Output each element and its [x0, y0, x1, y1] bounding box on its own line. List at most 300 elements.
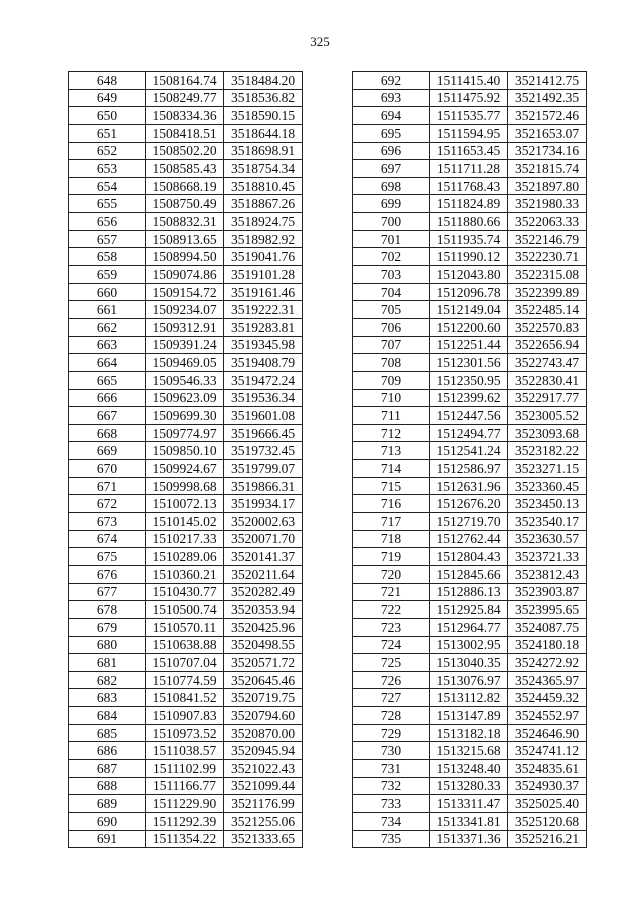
table-row [69, 424, 303, 442]
table-row [353, 283, 587, 301]
y-coordinate-cell: 3523182.22 [508, 442, 587, 460]
x-coordinate-cell: 1513311.47 [430, 795, 508, 813]
point-number-cell: 696 [353, 142, 430, 160]
coordinate-table-left [68, 71, 303, 848]
y-coordinate-cell: 3519283.81 [224, 318, 303, 336]
point-number-cell: 714 [353, 460, 430, 478]
y-coordinate-cell: 3521653.07 [508, 124, 587, 142]
point-number-cell: 703 [353, 266, 430, 284]
x-coordinate-cell: 1508994.50 [146, 248, 224, 266]
point-number-cell: 685 [69, 724, 146, 742]
y-coordinate-cell: 3520571.72 [224, 654, 303, 672]
x-coordinate-cell: 1512096.78 [430, 283, 508, 301]
point-number-cell: 692 [353, 72, 430, 90]
x-coordinate-cell: 1512149.04 [430, 301, 508, 319]
y-coordinate-cell: 3519666.45 [224, 424, 303, 442]
x-coordinate-cell: 1511880.66 [430, 213, 508, 231]
table-row [353, 336, 587, 354]
table-row [353, 142, 587, 160]
y-coordinate-cell: 3520002.63 [224, 513, 303, 531]
x-coordinate-cell: 1512964.77 [430, 618, 508, 636]
table-row [69, 195, 303, 213]
table-row [69, 689, 303, 707]
y-coordinate-cell: 3521333.65 [224, 830, 303, 848]
y-coordinate-cell: 3520645.46 [224, 671, 303, 689]
point-number-cell: 689 [69, 795, 146, 813]
table-row [353, 389, 587, 407]
y-coordinate-cell: 3523812.43 [508, 565, 587, 583]
y-coordinate-cell: 3521572.46 [508, 107, 587, 125]
y-coordinate-cell: 3522656.94 [508, 336, 587, 354]
y-coordinate-cell: 3520282.49 [224, 583, 303, 601]
table-row [69, 654, 303, 672]
table-row [353, 195, 587, 213]
x-coordinate-cell: 1509774.97 [146, 424, 224, 442]
point-number-cell: 653 [69, 160, 146, 178]
point-number-cell: 672 [69, 495, 146, 513]
point-number-cell: 675 [69, 548, 146, 566]
point-number-cell: 705 [353, 301, 430, 319]
x-coordinate-cell: 1509154.72 [146, 283, 224, 301]
table-row [353, 477, 587, 495]
table-row [69, 460, 303, 478]
y-coordinate-cell: 3521099.44 [224, 777, 303, 795]
y-coordinate-cell: 3522230.71 [508, 248, 587, 266]
point-number-cell: 708 [353, 354, 430, 372]
y-coordinate-cell: 3518644.18 [224, 124, 303, 142]
y-coordinate-cell: 3523005.52 [508, 407, 587, 425]
x-coordinate-cell: 1511935.74 [430, 230, 508, 248]
table-row [69, 724, 303, 742]
table-row [353, 495, 587, 513]
y-coordinate-cell: 3522917.77 [508, 389, 587, 407]
table-row [353, 707, 587, 725]
point-number-cell: 709 [353, 371, 430, 389]
point-number-cell: 695 [353, 124, 430, 142]
x-coordinate-cell: 1508668.19 [146, 177, 224, 195]
point-number-cell: 663 [69, 336, 146, 354]
y-coordinate-cell: 3523540.17 [508, 513, 587, 531]
point-number-cell: 717 [353, 513, 430, 531]
y-coordinate-cell: 3518698.91 [224, 142, 303, 160]
table-row [353, 230, 587, 248]
point-number-cell: 691 [69, 830, 146, 848]
y-coordinate-cell: 3521734.16 [508, 142, 587, 160]
table-row [69, 795, 303, 813]
table-row [353, 812, 587, 830]
point-number-cell: 665 [69, 371, 146, 389]
point-number-cell: 661 [69, 301, 146, 319]
x-coordinate-cell: 1510638.88 [146, 636, 224, 654]
x-coordinate-cell: 1509234.07 [146, 301, 224, 319]
y-coordinate-cell: 3518590.15 [224, 107, 303, 125]
x-coordinate-cell: 1509924.67 [146, 460, 224, 478]
table-row [69, 354, 303, 372]
x-coordinate-cell: 1512200.60 [430, 318, 508, 336]
point-number-cell: 677 [69, 583, 146, 601]
table-row [69, 636, 303, 654]
point-number-cell: 734 [353, 812, 430, 830]
y-coordinate-cell: 3519161.46 [224, 283, 303, 301]
point-number-cell: 666 [69, 389, 146, 407]
point-number-cell: 701 [353, 230, 430, 248]
point-number-cell: 729 [353, 724, 430, 742]
x-coordinate-cell: 1513147.89 [430, 707, 508, 725]
table-row [353, 724, 587, 742]
y-coordinate-cell: 3518484.20 [224, 72, 303, 90]
point-number-cell: 652 [69, 142, 146, 160]
point-number-cell: 690 [69, 812, 146, 830]
table-row [69, 266, 303, 284]
x-coordinate-cell: 1508913.65 [146, 230, 224, 248]
x-coordinate-cell: 1511475.92 [430, 89, 508, 107]
y-coordinate-cell: 3523630.57 [508, 530, 587, 548]
y-coordinate-cell: 3519345.98 [224, 336, 303, 354]
x-coordinate-cell: 1510500.74 [146, 601, 224, 619]
point-number-cell: 718 [353, 530, 430, 548]
x-coordinate-cell: 1511102.99 [146, 759, 224, 777]
y-coordinate-cell: 3524646.90 [508, 724, 587, 742]
table-row [353, 72, 587, 90]
y-coordinate-cell: 3519934.17 [224, 495, 303, 513]
point-number-cell: 697 [353, 160, 430, 178]
x-coordinate-cell: 1510289.06 [146, 548, 224, 566]
y-coordinate-cell: 3525216.21 [508, 830, 587, 848]
table-row [353, 777, 587, 795]
x-coordinate-cell: 1513182.18 [430, 724, 508, 742]
point-number-cell: 667 [69, 407, 146, 425]
table-row [353, 636, 587, 654]
point-number-cell: 724 [353, 636, 430, 654]
x-coordinate-cell: 1513248.40 [430, 759, 508, 777]
y-coordinate-cell: 3520945.94 [224, 742, 303, 760]
x-coordinate-cell: 1511354.22 [146, 830, 224, 848]
x-coordinate-cell: 1509623.09 [146, 389, 224, 407]
x-coordinate-cell: 1510360.21 [146, 565, 224, 583]
point-number-cell: 727 [353, 689, 430, 707]
x-coordinate-cell: 1508334.36 [146, 107, 224, 125]
point-number-cell: 706 [353, 318, 430, 336]
x-coordinate-cell: 1510841.52 [146, 689, 224, 707]
table-row [69, 336, 303, 354]
x-coordinate-cell: 1510707.04 [146, 654, 224, 672]
table-row [69, 671, 303, 689]
x-coordinate-cell: 1512886.13 [430, 583, 508, 601]
table-row [353, 124, 587, 142]
x-coordinate-cell: 1513002.95 [430, 636, 508, 654]
table-row [69, 283, 303, 301]
table-row [353, 160, 587, 178]
x-coordinate-cell: 1509998.68 [146, 477, 224, 495]
x-coordinate-cell: 1511166.77 [146, 777, 224, 795]
x-coordinate-cell: 1512676.20 [430, 495, 508, 513]
table-row [353, 460, 587, 478]
y-coordinate-cell: 3519472.24 [224, 371, 303, 389]
table-row [69, 213, 303, 231]
x-coordinate-cell: 1513341.81 [430, 812, 508, 830]
y-coordinate-cell: 3521492.35 [508, 89, 587, 107]
point-number-cell: 723 [353, 618, 430, 636]
point-number-cell: 669 [69, 442, 146, 460]
y-coordinate-cell: 3522063.33 [508, 213, 587, 231]
point-number-cell: 668 [69, 424, 146, 442]
x-coordinate-cell: 1510072.13 [146, 495, 224, 513]
y-coordinate-cell: 3519536.34 [224, 389, 303, 407]
table-row [69, 830, 303, 848]
point-number-cell: 682 [69, 671, 146, 689]
table-row [353, 424, 587, 442]
point-number-cell: 719 [353, 548, 430, 566]
y-coordinate-cell: 3524459.32 [508, 689, 587, 707]
x-coordinate-cell: 1512541.24 [430, 442, 508, 460]
table-row [353, 318, 587, 336]
y-coordinate-cell: 3523360.45 [508, 477, 587, 495]
x-coordinate-cell: 1511038.57 [146, 742, 224, 760]
y-coordinate-cell: 3518536.82 [224, 89, 303, 107]
y-coordinate-cell: 3518924.75 [224, 213, 303, 231]
table-row [353, 583, 587, 601]
y-coordinate-cell: 3522399.89 [508, 283, 587, 301]
point-number-cell: 657 [69, 230, 146, 248]
y-coordinate-cell: 3521022.43 [224, 759, 303, 777]
table-row [69, 407, 303, 425]
table-row [353, 177, 587, 195]
table-row [353, 618, 587, 636]
point-number-cell: 712 [353, 424, 430, 442]
y-coordinate-cell: 3524365.97 [508, 671, 587, 689]
y-coordinate-cell: 3519866.31 [224, 477, 303, 495]
y-coordinate-cell: 3522570.83 [508, 318, 587, 336]
x-coordinate-cell: 1508832.31 [146, 213, 224, 231]
y-coordinate-cell: 3522743.47 [508, 354, 587, 372]
table-row [69, 371, 303, 389]
y-coordinate-cell: 3520353.94 [224, 601, 303, 619]
point-number-cell: 735 [353, 830, 430, 848]
y-coordinate-cell: 3522830.41 [508, 371, 587, 389]
table-row [353, 513, 587, 531]
y-coordinate-cell: 3519732.45 [224, 442, 303, 460]
point-number-cell: 683 [69, 689, 146, 707]
x-coordinate-cell: 1508418.51 [146, 124, 224, 142]
point-number-cell: 720 [353, 565, 430, 583]
point-number-cell: 707 [353, 336, 430, 354]
point-number-cell: 731 [353, 759, 430, 777]
point-number-cell: 687 [69, 759, 146, 777]
x-coordinate-cell: 1511535.77 [430, 107, 508, 125]
y-coordinate-cell: 3520870.00 [224, 724, 303, 742]
y-coordinate-cell: 3523271.15 [508, 460, 587, 478]
point-number-cell: 681 [69, 654, 146, 672]
x-coordinate-cell: 1509074.86 [146, 266, 224, 284]
table-row [353, 601, 587, 619]
table-row [69, 230, 303, 248]
point-number-cell: 725 [353, 654, 430, 672]
point-number-cell: 660 [69, 283, 146, 301]
point-number-cell: 721 [353, 583, 430, 601]
table-row [353, 266, 587, 284]
x-coordinate-cell: 1509391.24 [146, 336, 224, 354]
point-number-cell: 710 [353, 389, 430, 407]
table-row [69, 565, 303, 583]
y-coordinate-cell: 3521897.80 [508, 177, 587, 195]
x-coordinate-cell: 1508164.74 [146, 72, 224, 90]
point-number-cell: 670 [69, 460, 146, 478]
table-row [69, 707, 303, 725]
table-row [353, 354, 587, 372]
y-coordinate-cell: 3520071.70 [224, 530, 303, 548]
y-coordinate-cell: 3523721.33 [508, 548, 587, 566]
table-row [69, 777, 303, 795]
x-coordinate-cell: 1513076.97 [430, 671, 508, 689]
y-coordinate-cell: 3521412.75 [508, 72, 587, 90]
table-row [69, 177, 303, 195]
x-coordinate-cell: 1512399.62 [430, 389, 508, 407]
x-coordinate-cell: 1510570.11 [146, 618, 224, 636]
x-coordinate-cell: 1512043.80 [430, 266, 508, 284]
point-number-cell: 679 [69, 618, 146, 636]
page-number: 325 [310, 34, 330, 49]
y-coordinate-cell: 3524930.37 [508, 777, 587, 795]
x-coordinate-cell: 1513112.82 [430, 689, 508, 707]
table-row [69, 124, 303, 142]
x-coordinate-cell: 1508502.20 [146, 142, 224, 160]
point-number-cell: 651 [69, 124, 146, 142]
y-coordinate-cell: 3525120.68 [508, 812, 587, 830]
x-coordinate-cell: 1508249.77 [146, 89, 224, 107]
y-coordinate-cell: 3520211.64 [224, 565, 303, 583]
table-row [353, 371, 587, 389]
point-number-cell: 658 [69, 248, 146, 266]
y-coordinate-cell: 3522146.79 [508, 230, 587, 248]
x-coordinate-cell: 1512845.66 [430, 565, 508, 583]
point-number-cell: 698 [353, 177, 430, 195]
x-coordinate-cell: 1511768.43 [430, 177, 508, 195]
table-row [353, 442, 587, 460]
y-coordinate-cell: 3524272.92 [508, 654, 587, 672]
point-number-cell: 676 [69, 565, 146, 583]
table-row [69, 89, 303, 107]
point-number-cell: 662 [69, 318, 146, 336]
y-coordinate-cell: 3521815.74 [508, 160, 587, 178]
y-coordinate-cell: 3521176.99 [224, 795, 303, 813]
y-coordinate-cell: 3520719.75 [224, 689, 303, 707]
x-coordinate-cell: 1510217.33 [146, 530, 224, 548]
table-row [353, 795, 587, 813]
table-row [69, 583, 303, 601]
y-coordinate-cell: 3519601.08 [224, 407, 303, 425]
x-coordinate-cell: 1512251.44 [430, 336, 508, 354]
table-row [353, 248, 587, 266]
point-number-cell: 650 [69, 107, 146, 125]
point-number-cell: 728 [353, 707, 430, 725]
x-coordinate-cell: 1511711.28 [430, 160, 508, 178]
table-row [69, 442, 303, 460]
table-row [353, 530, 587, 548]
x-coordinate-cell: 1513280.33 [430, 777, 508, 795]
y-coordinate-cell: 3518982.92 [224, 230, 303, 248]
point-number-cell: 694 [353, 107, 430, 125]
point-number-cell: 655 [69, 195, 146, 213]
table-row [353, 759, 587, 777]
y-coordinate-cell: 3519101.28 [224, 266, 303, 284]
x-coordinate-cell: 1510774.59 [146, 671, 224, 689]
x-coordinate-cell: 1511229.90 [146, 795, 224, 813]
point-number-cell: 680 [69, 636, 146, 654]
point-number-cell: 686 [69, 742, 146, 760]
x-coordinate-cell: 1512494.77 [430, 424, 508, 442]
y-coordinate-cell: 3522315.08 [508, 266, 587, 284]
point-number-cell: 711 [353, 407, 430, 425]
x-coordinate-cell: 1513215.68 [430, 742, 508, 760]
table-row [69, 530, 303, 548]
table-row [69, 477, 303, 495]
y-coordinate-cell: 3523903.87 [508, 583, 587, 601]
point-number-cell: 648 [69, 72, 146, 90]
y-coordinate-cell: 3518754.34 [224, 160, 303, 178]
table-row [353, 565, 587, 583]
x-coordinate-cell: 1509469.05 [146, 354, 224, 372]
table-row [353, 654, 587, 672]
table-row [69, 618, 303, 636]
x-coordinate-cell: 1512350.95 [430, 371, 508, 389]
point-number-cell: 664 [69, 354, 146, 372]
table-row [69, 601, 303, 619]
point-number-cell: 649 [69, 89, 146, 107]
point-number-cell: 684 [69, 707, 146, 725]
point-number-cell: 693 [353, 89, 430, 107]
point-number-cell: 654 [69, 177, 146, 195]
y-coordinate-cell: 3524741.12 [508, 742, 587, 760]
table-row [353, 213, 587, 231]
point-number-cell: 671 [69, 477, 146, 495]
table-row [69, 160, 303, 178]
table-row [69, 301, 303, 319]
x-coordinate-cell: 1511990.12 [430, 248, 508, 266]
x-coordinate-cell: 1510973.52 [146, 724, 224, 742]
x-coordinate-cell: 1512301.56 [430, 354, 508, 372]
y-coordinate-cell: 3521980.33 [508, 195, 587, 213]
table-row [69, 318, 303, 336]
x-coordinate-cell: 1512586.97 [430, 460, 508, 478]
point-number-cell: 659 [69, 266, 146, 284]
x-coordinate-cell: 1511292.39 [146, 812, 224, 830]
y-coordinate-cell: 3518810.45 [224, 177, 303, 195]
point-number-cell: 656 [69, 213, 146, 231]
y-coordinate-cell: 3519041.76 [224, 248, 303, 266]
table-row [353, 548, 587, 566]
table-row [353, 671, 587, 689]
x-coordinate-cell: 1512447.56 [430, 407, 508, 425]
y-coordinate-cell: 3523450.13 [508, 495, 587, 513]
point-number-cell: 700 [353, 213, 430, 231]
table-row [69, 812, 303, 830]
y-coordinate-cell: 3521255.06 [224, 812, 303, 830]
x-coordinate-cell: 1510145.02 [146, 513, 224, 531]
y-coordinate-cell: 3519408.79 [224, 354, 303, 372]
x-coordinate-cell: 1513040.35 [430, 654, 508, 672]
y-coordinate-cell: 3520425.96 [224, 618, 303, 636]
x-coordinate-cell: 1511824.89 [430, 195, 508, 213]
point-number-cell: 699 [353, 195, 430, 213]
y-coordinate-cell: 3524835.61 [508, 759, 587, 777]
table-row [69, 72, 303, 90]
x-coordinate-cell: 1509699.30 [146, 407, 224, 425]
x-coordinate-cell: 1512631.96 [430, 477, 508, 495]
x-coordinate-cell: 1509312.91 [146, 318, 224, 336]
table-row [353, 689, 587, 707]
point-number-cell: 715 [353, 477, 430, 495]
point-number-cell: 726 [353, 671, 430, 689]
